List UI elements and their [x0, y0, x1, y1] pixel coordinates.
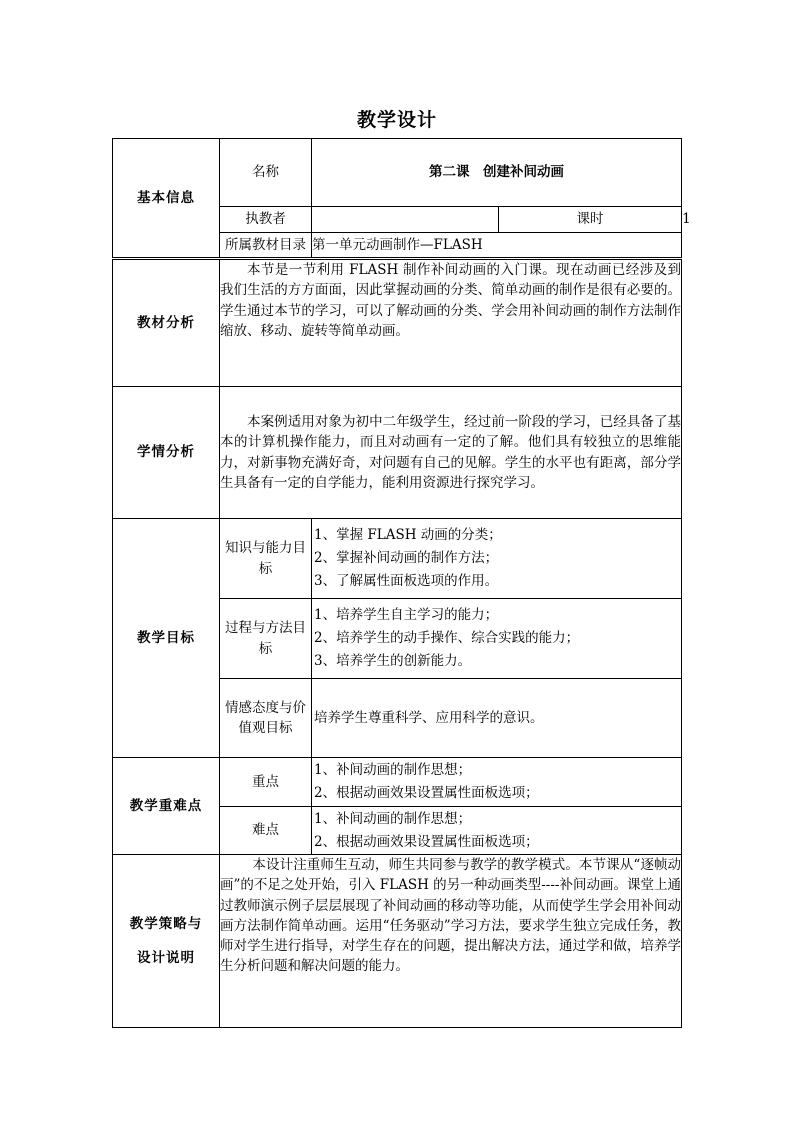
- student-analysis-text: 本案例适用对象为初中二年级学生，经过前一阶段的学习，已经具备了基本的计算机操作能力，而且对动画有一定的了解。他们具有较独立的思维能力，对新事物充满好奇，对问题有自己的见解。学生的水平也有距离，部分学生具备有一定的自学能力，能利用资源进行探究学习。: [220, 387, 682, 519]
- list-item: 2、根据动画效果设置属性面板选项；: [314, 785, 539, 801]
- emotion-goal-label: 情感态度与价值观目标: [220, 679, 312, 758]
- difficult-point-list: [312, 807, 682, 855]
- section-teaching-goals: 教学目标: [113, 519, 220, 758]
- list-item: 1、培养学生自主学习的能力；: [314, 607, 499, 624]
- lesson-name: 第二课 创建补间动画: [312, 139, 682, 207]
- section-key-points: 教学重难点: [113, 758, 220, 855]
- name-label: 名称: [220, 139, 312, 207]
- document-title: 教学设计: [356, 109, 437, 131]
- difficult-point-label: 难点: [220, 807, 312, 855]
- list-item: 1、掌握 FLASH 动画的分类；: [314, 527, 502, 544]
- hours-label: 课时: [499, 207, 682, 233]
- emotion-goal-text: 培养学生尊重科学、应用科学的意识。: [312, 679, 682, 758]
- section-strategy: 教学策略与 设计说明: [113, 855, 220, 1028]
- section-basic-info: 基本信息: [113, 139, 220, 259]
- teacher-label: 执教者: [220, 207, 312, 233]
- process-goal-list: [312, 599, 682, 679]
- list-item: 3、了解属性面板选项的作用。: [314, 572, 499, 589]
- knowledge-goal-list: [312, 519, 682, 599]
- list-item: 1、补间动画的制作思想；: [314, 762, 472, 779]
- catalog-value: 第一单元动画制作—FLASH: [312, 233, 682, 259]
- list-item: 2、根据动画效果设置属性面板选项；: [314, 833, 539, 850]
- key-point-label: 重点: [220, 758, 312, 807]
- list-item: 2、培养学生的动手操作、综合实践的能力；: [314, 630, 580, 647]
- material-analysis-text: 本节是一节利用 FLASH 制作补间动画的入门课。现在动画已经涉及到我们生活的方方面面，因此掌握动画的分类、简单动画的制作是很有必要的。学生通过本节的学习，可以了解动画的分类、学会用补间动画的制作方法制作缩放、移动、旋转等简单动画。: [220, 259, 682, 387]
- section-material-analysis: 教材分析: [113, 259, 220, 387]
- list-item: 3、培养学生的创新能力。: [314, 652, 472, 669]
- lesson-plan-table: 基本信息 名称 第二课 创建补间动画 执教者 课时 1 所属教材目录 第一单元动画制作—FLASH 教材分析 本节是一节利用 FLASH 制作补间动画的入门课。现在动画已经涉及到我们生活的方方面面，因此掌握动画的分类、简单动画的制作是很有必要的。学生通过本节的学习，可以了解动画的分类、学会用补间动画的制作方法制作缩放、移动、旋转等简单动画。 学情分析 本案例适用对象为初中二年级学生，经过前一阶段的学习，已经具备了基本的计算机操作能力，而且对动画有一定的了解。他们具有较独立的思维能力，对新事物充满好奇，对问题有自己的见解。学生的水平也有距离，部分学生具备有一定的自学能力，能利用资源进行探究学习。 教学目标 知识与能力目标 1、掌握 FLASH 动画的分类； 2、掌握补间动画的制作方法； 3、了解属性面板选项的作用。 过程与方法目标 1、培养学生自主学习的能力； 2、培养学生的动手操作、综合实践的能力； 3、培养学生的创新能力。 情感态度与价值观目标 培养学生尊重科学、应用科学的意识。 教学重难点 重点 1、补间动画的制作思想； 2、根据动画效果设置属性面板选项； 难点 1、补间动画的制作思想； 2、根据动画效果设置属性面板选项； 教学策略与 设计说明 本设计注重师生互动，师生共同参与教学的教学模式。本节课从“逐帧动画”的不足之处开始，引入 FLASH 的另一种动画类型----补间动画。课堂上通过教师演示例子层层展现了补间动画的移动等功能，从而使学生学会用补间动画方法制作简单动画。运用“任务驱动”学习方法，要求学生独立完成任务，教师对学生进行指导，对学生存在的问题，提出解决方法，通过学和做，培养学生分析问题和解决问题的能力。: [112, 138, 682, 1028]
- catalog-label: 所属教材目录: [220, 233, 312, 259]
- key-point-list: [312, 758, 682, 807]
- list-item: 1、补间动画的制作思想；: [314, 810, 472, 827]
- list-item: 2、掌握补间动画的制作方法；: [314, 550, 499, 567]
- knowledge-goal-label: 知识与能力目标: [220, 519, 312, 599]
- strategy-text: 本设计注重师生互动，师生共同参与教学的教学模式。本节课从“逐帧动画”的不足之处开始，引入 FLASH 的另一种动画类型----补间动画。课堂上通过教师演示例子层层展现了补间动画的移动等功能，从而使学生学会用补间动画方法制作简单动画。运用“任务驱动”学习方法，要求学生独立完成任务，教师对学生进行指导，对学生存在的问题，提出解决方法，通过学和做，培养学生分析问题和解决问题的能力。: [220, 855, 682, 1028]
- section-student-analysis: 学情分析: [113, 387, 220, 519]
- teacher-value: [312, 207, 499, 233]
- process-goal-label: 过程与方法目标: [220, 599, 312, 679]
